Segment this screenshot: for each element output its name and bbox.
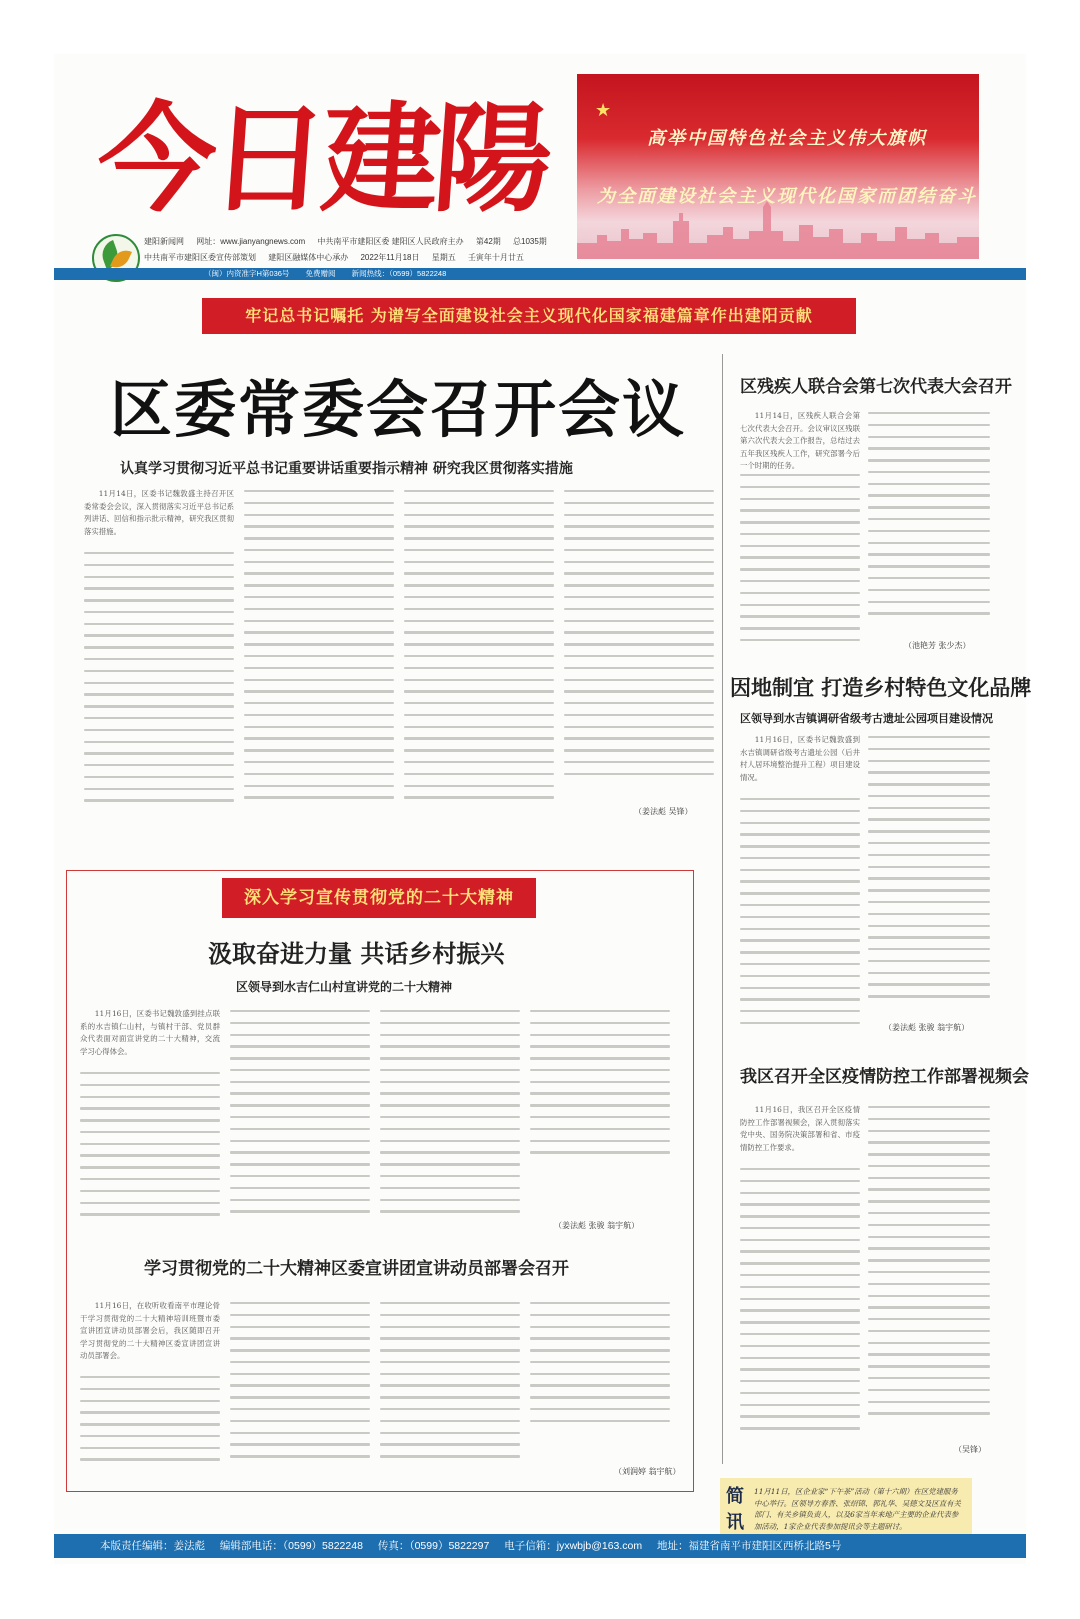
lead-column-4 xyxy=(564,490,714,800)
organizer: 中共南平市建阳区委宣传部策划 xyxy=(144,253,256,262)
lead-text-lines xyxy=(84,552,234,818)
feature-column-1 xyxy=(80,1008,220,1228)
weekday: 星期五 xyxy=(431,253,456,262)
website-url: 网址：www.jianyangnews.com xyxy=(196,237,306,246)
license-number: （闽）内资准字H第036号 xyxy=(204,269,290,278)
right-mid-column-1 xyxy=(740,734,860,1034)
feature2-column-4 xyxy=(530,1302,670,1442)
lead-headline: 区委常委会召开会议 xyxy=(110,373,687,446)
feature-column-4 xyxy=(530,1010,670,1170)
right-bottom-title: 我区召开全区疫情防控工作部署视频会 xyxy=(740,1067,1029,1087)
host: 中共南平市建阳区委 建阳区人民政府主办 xyxy=(317,237,464,246)
publish-date: 2022年11月18日 xyxy=(360,253,420,262)
feature2-column-2 xyxy=(230,1302,370,1472)
feature-column-2 xyxy=(230,1010,370,1230)
masthead-info-row-2 xyxy=(144,252,534,263)
feature2-credit: （刘润婷 翁宇航） xyxy=(614,1467,681,1476)
lead-column-1 xyxy=(84,488,234,818)
masthead-title: 今日建陽 xyxy=(93,89,551,228)
right-top-body-start: 11月14日，区残疾人联合会第七次代表大会召开。会议审议区残联第六次代表大会工作报告，总结过去五年我区残疾人工作，研究部署今后一个时期的任务。 xyxy=(740,411,860,471)
lead-column-3 xyxy=(404,490,554,820)
right-bottom-column-1 xyxy=(740,1104,860,1442)
right-top-title: 区残疾人联合会第七次代表大会召开 xyxy=(740,377,1012,397)
feature2-body-start: 11月16日，在收听收看南平市理论骨干学习贯彻党的二十大精神培训班暨市委宣讲团宣讲动员部署会后，我区随即召开学习贯彻党的二十大精神区委宣讲团宣讲动员部署会。 xyxy=(80,1301,220,1361)
lead-subhead: 认真学习贯彻习近平总书记重要讲话重要指示精神 研究我区贯彻落实措施 xyxy=(120,461,573,477)
slogan-banner xyxy=(577,74,979,259)
city-skyline-icon xyxy=(577,199,979,259)
footer-editor: 本版责任编辑：姜法彪 xyxy=(100,1540,205,1552)
issue-number: 第42期 xyxy=(475,237,501,246)
right-mid-body-start: 11月16日，区委书记魏敦盛到水吉镇调研省级考古遗址公园（后井村人居环境整治提升工程）项目建设情况。 xyxy=(740,735,860,782)
feature-tag: 深入学习宣传贯彻党的二十大精神 xyxy=(222,878,536,918)
brief-news-label: 简讯 xyxy=(726,1486,744,1533)
masthead-underbar xyxy=(54,268,1026,280)
right-mid-subtitle: 区领导到水吉镇调研省级考古遗址公园项目建设情况 xyxy=(740,712,993,725)
total-number: 总1035期 xyxy=(513,237,547,246)
feature2-title: 学习贯彻党的二十大精神区委宣讲团宣讲动员部署会召开 xyxy=(144,1259,569,1279)
right-mid-title: 因地制宜 打造乡村特色文化品牌 xyxy=(730,675,1032,700)
lead-credit: （姜法彪 吴锋） xyxy=(634,807,693,816)
right-mid-credit: （姜法彪 张骏 翁宇航） xyxy=(884,1023,970,1032)
star-icon: ★ xyxy=(595,100,612,121)
editor-unit: 建阳区融媒体中心承办 xyxy=(268,253,349,262)
right-bottom-column-2 xyxy=(868,1106,990,1436)
footer-phone: 编辑部电话：（0599）5822248 xyxy=(219,1540,363,1552)
website-name: 建阳新闻网 xyxy=(144,237,184,246)
feature-body-start: 11月16日，区委书记魏敦盛到挂点联系的水吉镇仁山村，与镇村干部、党员群众代表面对面宣讲党的二十大精神，交流学习心得体会。 xyxy=(80,1009,220,1056)
banner-line-1: 高举中国特色社会主义伟大旗帜 xyxy=(647,128,927,149)
footer-bar xyxy=(54,1534,1026,1558)
right-top-column-1 xyxy=(740,410,860,650)
newspaper-page xyxy=(54,54,1032,1564)
feature-title: 汲取奋进力量 共话乡村振兴 xyxy=(208,939,505,968)
lunar-date: 壬寅年十月廿五 xyxy=(467,253,524,262)
right-bottom-body-start: 11月16日，我区召开全区疫情防控工作部署视频会，深入贯彻落实党中央、国务院决策部署和省、市疫情防控工作要求。 xyxy=(740,1105,860,1152)
right-mid-column-2 xyxy=(868,736,990,1018)
masthead-info-row-1 xyxy=(144,236,557,247)
top-slogan-bar: 牢记总书记嘱托 为谱写全面建设社会主义现代化国家福建篇章作出建阳贡献 xyxy=(202,298,856,334)
lead-column-2 xyxy=(244,490,394,820)
brief-news-text: 11月11日，区企业家“下午茶”活动（第十六期）在区党建服务中心举行。区领导方春香、张绍锦、郭礼华、吴德文及区直有关部门、有关乡镇负责人，以及6家当年来地产主要的企业代表参加活动，1家企业代表参加提讯会等主题研讨。 xyxy=(754,1487,961,1531)
news-hotline: 新闻热线：（0599）5822248 xyxy=(351,269,447,278)
feature-subtitle: 区领导到水吉仁山村宣讲党的二十大精神 xyxy=(236,980,453,994)
feature-column-3 xyxy=(380,1010,520,1230)
brief-news-box xyxy=(720,1478,972,1542)
footer-address: 地址：福建省南平市建阳区西桥北路5号 xyxy=(657,1540,842,1552)
right-top-column-2 xyxy=(868,412,990,638)
footer-email: 电子信箱：jyxwbjb@163.com xyxy=(504,1540,643,1552)
right-top-credit: （池艳芳 张少杰） xyxy=(904,641,971,650)
lead-body-start: 11月14日，区委书记魏敦盛主持召开区委常委会会议，深入贯彻落实习近平总书记系列讲话、回信和指示批示精神，研究我区贯彻落实措施。 xyxy=(84,489,234,536)
feature2-column-3 xyxy=(380,1302,520,1472)
banner-line-2: 为全面建设社会主义现代化国家而团结奋斗 xyxy=(597,186,977,207)
feature2-column-1 xyxy=(80,1300,220,1476)
footer-fax: 传真：（0599）5822297 xyxy=(377,1540,490,1552)
free-label: 免费赠阅 xyxy=(305,269,336,278)
right-bottom-credit: （吴锋） xyxy=(954,1445,986,1454)
feature-credit: （姜法彪 张骏 翁宇航） xyxy=(554,1221,640,1230)
